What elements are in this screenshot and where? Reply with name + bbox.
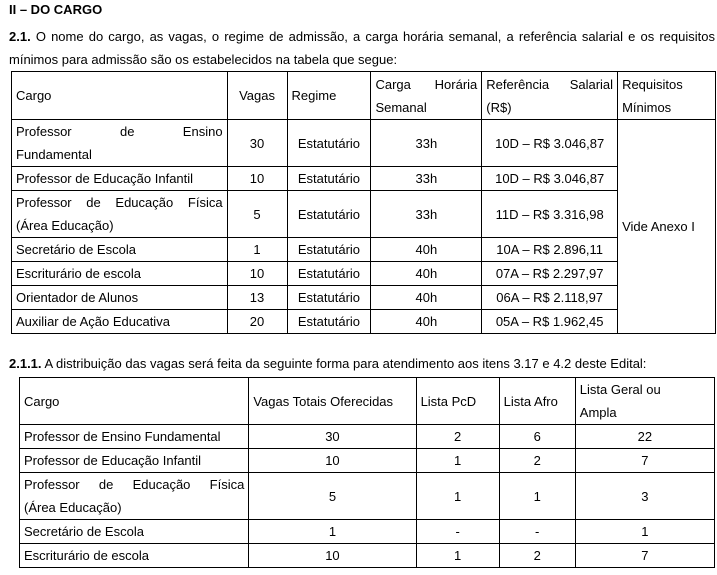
header-requisitos: Requisitos Mínimos <box>618 72 716 120</box>
table-row <box>12 262 716 286</box>
cell-cargo: Professor de Educação Física (Área Educação) <box>20 473 249 520</box>
cell-carga: 33h <box>371 191 482 238</box>
cell-geral: 3 <box>575 473 714 520</box>
table-row <box>20 473 715 520</box>
cell-vagas: 10 <box>249 449 416 473</box>
distribution-table <box>19 377 715 568</box>
table-row <box>12 120 716 167</box>
cell-pcd: - <box>416 520 499 544</box>
paragraph-text: O nome do cargo, as vagas, o regime de admissão, a carga horária semanal, a referência salarial e os requisitos mínimos para admissão são os estabelecidos na tabela que segue: <box>9 29 715 67</box>
cell-requisitos: Vide Anexo I <box>618 120 716 334</box>
cell-vagas: 10 <box>227 167 287 191</box>
header-carga-horaria: Carga Horária Semanal <box>371 72 482 120</box>
table-row <box>20 544 715 568</box>
cell-vagas: 30 <box>227 120 287 167</box>
cell-cargo: Professor de Ensino Fundamental <box>20 425 249 449</box>
cell-cargo: Secretário de Escola <box>12 238 228 262</box>
paragraph-text: A distribuição das vagas será feita da seguinte forma para atendimento aos itens 3.17 e 4.2 deste Edital: <box>44 356 647 371</box>
cell-pcd: 1 <box>416 544 499 568</box>
cell-carga: 40h <box>371 238 482 262</box>
cell-afro: - <box>499 520 575 544</box>
cell-vagas: 10 <box>227 262 287 286</box>
cell-cargo: Escriturário de escola <box>20 544 249 568</box>
header-referencia-salarial: Referência Salarial (R$) <box>482 72 618 120</box>
cell-referencia: 10A – R$ 2.896,11 <box>482 238 618 262</box>
cell-referencia: 05A – R$ 1.962,45 <box>482 310 618 334</box>
cell-referencia: 07A – R$ 2.297,97 <box>482 262 618 286</box>
cell-carga: 33h <box>371 167 482 191</box>
table-row <box>12 191 716 238</box>
table-row <box>20 425 715 449</box>
cell-pcd: 2 <box>416 425 499 449</box>
cell-cargo: Professor de Educação Infantil <box>12 167 228 191</box>
cell-regime: Estatutário <box>287 167 371 191</box>
section-title: II – DO CARGO <box>9 2 103 17</box>
paragraph-2-1-1 <box>9 355 715 373</box>
cell-geral: 7 <box>575 449 714 473</box>
cell-regime: Estatutário <box>287 286 371 310</box>
cell-regime: Estatutário <box>287 238 371 262</box>
cell-cargo: Professor de Educação Infantil <box>20 449 249 473</box>
table-header-row <box>12 72 716 120</box>
cell-pcd: 1 <box>416 473 499 520</box>
table-row <box>12 286 716 310</box>
header-regime: Regime <box>287 72 371 120</box>
cell-vagas: 13 <box>227 286 287 310</box>
cell-geral: 1 <box>575 520 714 544</box>
cell-referencia: 11D – R$ 3.316,98 <box>482 191 618 238</box>
cell-carga: 40h <box>371 286 482 310</box>
cargo-table <box>11 71 716 334</box>
cell-cargo: Professor de Ensino Fundamental <box>12 120 228 167</box>
cell-vagas: 20 <box>227 310 287 334</box>
cell-vagas: 1 <box>249 520 416 544</box>
paragraph-2-1 <box>9 25 715 71</box>
cell-geral: 22 <box>575 425 714 449</box>
cell-regime: Estatutário <box>287 191 371 238</box>
cell-referencia: 06A – R$ 2.118,97 <box>482 286 618 310</box>
cell-pcd: 1 <box>416 449 499 473</box>
cell-regime: Estatutário <box>287 120 371 167</box>
cell-afro: 2 <box>499 544 575 568</box>
cell-regime: Estatutário <box>287 262 371 286</box>
cell-cargo: Orientador de Alunos <box>12 286 228 310</box>
cell-afro: 2 <box>499 449 575 473</box>
cell-regime: Estatutário <box>287 310 371 334</box>
table-row <box>12 310 716 334</box>
header-lista-pcd: Lista PcD <box>416 378 499 425</box>
cell-vagas: 5 <box>227 191 287 238</box>
cell-referencia: 10D – R$ 3.046,87 <box>482 120 618 167</box>
cell-vagas: 1 <box>227 238 287 262</box>
cell-geral: 7 <box>575 544 714 568</box>
cell-cargo: Escriturário de escola <box>12 262 228 286</box>
header-cargo: Cargo <box>20 378 249 425</box>
header-vagas: Vagas <box>227 72 287 120</box>
cell-vagas: 10 <box>249 544 416 568</box>
header-lista-afro: Lista Afro <box>499 378 575 425</box>
header-vagas-totais: Vagas Totais Oferecidas <box>249 378 416 425</box>
table-row <box>12 238 716 262</box>
cell-cargo: Secretário de Escola <box>20 520 249 544</box>
header-lista-geral: Lista Geral ou Ampla <box>575 378 714 425</box>
cell-vagas: 30 <box>249 425 416 449</box>
paragraph-number: 2.1.1. <box>9 356 42 371</box>
cell-carga: 33h <box>371 120 482 167</box>
cell-carga: 40h <box>371 262 482 286</box>
table-row <box>20 520 715 544</box>
cell-afro: 1 <box>499 473 575 520</box>
cell-carga: 40h <box>371 310 482 334</box>
cell-referencia: 10D – R$ 3.046,87 <box>482 167 618 191</box>
cell-cargo: Auxiliar de Ação Educativa <box>12 310 228 334</box>
paragraph-number: 2.1. <box>9 29 31 44</box>
table-header-row <box>20 378 715 425</box>
table-row <box>12 167 716 191</box>
cell-afro: 6 <box>499 425 575 449</box>
table-row <box>20 449 715 473</box>
cell-vagas: 5 <box>249 473 416 520</box>
cell-cargo: Professor de Educação Física (Área Educação) <box>12 191 228 238</box>
header-cargo: Cargo <box>12 72 228 120</box>
